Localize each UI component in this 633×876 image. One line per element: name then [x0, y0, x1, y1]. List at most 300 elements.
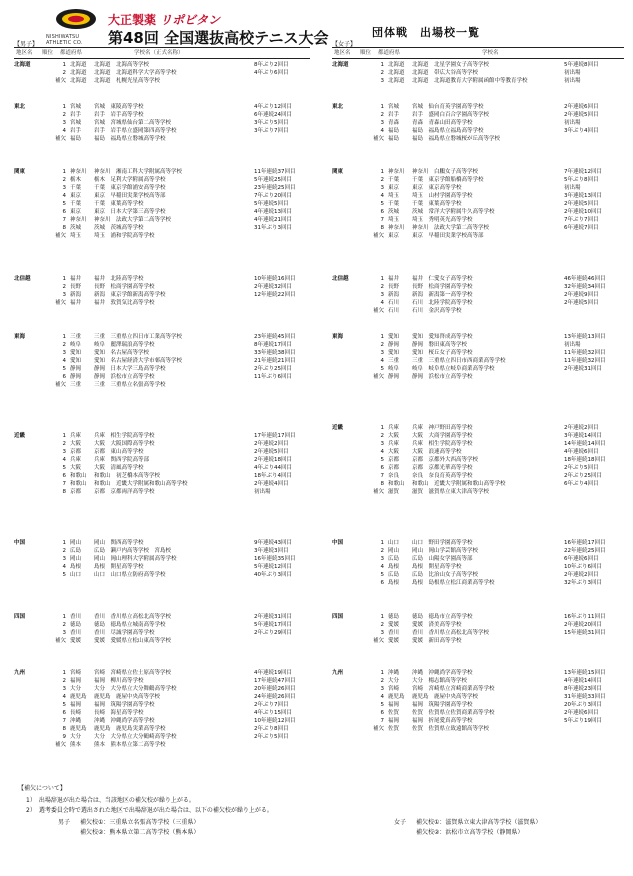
school-row	[332, 725, 632, 733]
appearance-record: 7年ぶり20回目	[254, 193, 292, 199]
school-name: 奈良 奈良育英高等学校	[412, 473, 473, 479]
girls-alt-label: 女子	[394, 819, 407, 826]
prefecture: 北海道	[388, 78, 405, 84]
prefecture: 静岡	[388, 374, 400, 380]
appearance-record: 11年連続32回目	[564, 358, 606, 364]
school-row	[14, 717, 314, 725]
school-row	[332, 448, 632, 456]
appearance-record: 2年ぶり5回目	[254, 734, 289, 740]
appearance-record: 7年連続12回目	[564, 169, 602, 175]
prefecture: 鹿児島	[70, 726, 87, 732]
prefecture: 和歌山	[388, 481, 405, 487]
prefecture: 山口	[70, 572, 82, 578]
prefecture: 大分	[70, 734, 82, 740]
appearance-record: 3年連続3回目	[254, 548, 289, 554]
appearance-record: 3年連続14回目	[564, 433, 602, 439]
prefecture: 兵庫	[70, 433, 82, 439]
order-number: 8	[380, 225, 384, 231]
appearance-record: 5年連続25回目	[254, 177, 292, 183]
order-number: 3	[62, 350, 66, 356]
prefecture: 宮城	[70, 104, 82, 110]
prefecture: 福島	[70, 136, 82, 142]
appearance-record: 40年ぶり3回目	[254, 572, 292, 578]
prefecture: 三重	[388, 358, 400, 364]
school-row	[14, 119, 314, 127]
school-name: 京都 京都外大西高等学校	[412, 457, 479, 463]
school-row	[14, 357, 314, 365]
school-name: 岩手 岩手県立盛岡第四高等学校	[94, 128, 177, 134]
prefecture: 千葉	[70, 201, 82, 207]
appearance-record: 初出場	[254, 489, 271, 495]
school-row	[14, 216, 314, 224]
school-name: 愛知 名古屋経済大学市邨高等学校	[94, 358, 183, 364]
school-row	[14, 69, 314, 77]
school-name: 茨城 常洋大学附属牛久高等学校	[412, 209, 495, 215]
order-number: 6	[62, 374, 66, 380]
prefecture: 神奈川	[388, 225, 405, 231]
order-number: 3	[62, 630, 66, 636]
school-row	[14, 127, 314, 135]
school-row	[14, 232, 314, 240]
prefecture: 三重	[70, 334, 82, 340]
appearance-record: 24年連続26回目	[254, 694, 296, 700]
appearance-record: 18年ぶり4回目	[254, 473, 292, 479]
school-name: 静岡 日本大学三島高等学校	[94, 366, 166, 372]
region-name: 中国	[14, 540, 26, 546]
prefecture: 埼玉	[388, 193, 400, 199]
prefecture: 福井	[70, 276, 82, 282]
order-number: 2	[62, 342, 66, 348]
school-name: 兵庫 関西学院高等部	[94, 457, 150, 463]
school-name: 北海道 北星学園女子高等学校	[412, 62, 490, 68]
prefecture: 静岡	[70, 374, 82, 380]
header-school: 学校名（正式名称）	[134, 50, 184, 56]
prefecture: 愛媛	[388, 638, 400, 644]
school-name: 福井 仁愛女子高等学校	[412, 276, 473, 282]
school-name: 愛媛 済美高等学校	[412, 622, 462, 628]
order-number: 2	[380, 177, 384, 183]
school-name: 千葉 東葉高等学校	[94, 201, 144, 207]
school-row	[332, 349, 632, 357]
school-row	[14, 488, 314, 496]
school-name: 大阪 清風高等学校	[94, 465, 144, 471]
school-name: 福井 敦賀気比高等学校	[94, 300, 155, 306]
order-number: 1	[62, 276, 66, 282]
prefecture: 青森	[388, 120, 400, 126]
school-row	[14, 539, 314, 547]
school-name: 愛知 愛知啓成高等学校	[412, 334, 473, 340]
school-name: 福岡 折尾愛真高等学校	[412, 718, 473, 724]
order-number: 1	[62, 334, 66, 340]
appearance-record: 3年連続13回目	[564, 193, 602, 199]
prefecture: 北海道	[70, 70, 87, 76]
school-row	[14, 192, 314, 200]
region-name: 関東	[14, 169, 26, 175]
appearance-record: 2年ぶり7回目	[254, 702, 289, 708]
school-name: 愛媛 愛媛県立松山東高等学校	[94, 638, 172, 644]
school-row	[332, 432, 632, 440]
school-name: 鹿児島 鹿屋中央高等学校	[412, 694, 479, 700]
school-name: 沖縄 沖縄尚学高等学校	[412, 670, 473, 676]
appearance-record: 2年連続18回目	[254, 457, 292, 463]
order-number: 4	[62, 128, 66, 134]
school-name: 千葉 東葉高等学校	[412, 201, 462, 207]
appearance-record: 33年連続38回目	[254, 350, 296, 356]
school-row	[332, 208, 632, 216]
school-name: 東京 早稲田実業学校高等部	[94, 193, 166, 199]
appearance-record: 2年連続5回目	[564, 112, 599, 118]
prefecture: 福岡	[388, 718, 400, 724]
order-number: 3	[380, 78, 384, 84]
order-number: 1	[62, 104, 66, 110]
region-name: 関東	[332, 169, 344, 175]
prefecture: 岡山	[70, 556, 82, 562]
order-number: 補欠	[372, 489, 384, 495]
prefecture: 徳島	[70, 622, 82, 628]
sponsor-small-text: NISHIWATSU ATHLETIC CO.	[46, 34, 83, 46]
school-row	[14, 77, 314, 85]
school-name: 沖縄 沖縄尚学高等学校	[94, 718, 155, 724]
boys-alt-2: 補欠校②：熊本県立第二高等学校（熊本県）	[80, 829, 200, 836]
appearance-record: 2年連続31回目	[254, 614, 292, 620]
prefecture: 静岡	[388, 342, 400, 348]
order-number: 9	[62, 734, 66, 740]
order-number: 4	[380, 128, 384, 134]
school-name: 神奈川 湘南工科大学附属高等学校	[94, 169, 183, 175]
prefecture: 兵庫	[70, 457, 82, 463]
order-number: 補欠	[372, 136, 384, 142]
prefecture: 神奈川	[70, 217, 87, 223]
prefecture: 福岡	[70, 678, 82, 684]
order-number: 3	[380, 292, 384, 298]
order-number: 3	[380, 120, 384, 126]
appearance-record: 初出場	[564, 342, 581, 348]
appearance-record: 4年連続6回目	[564, 449, 599, 455]
school-name: 佐賀 佐賀県立佐賀商業高等学校	[412, 710, 495, 716]
appearance-record: 5年連続5回目	[254, 201, 289, 207]
appearance-record: 32年連続34回目	[564, 284, 606, 290]
order-number: 8	[62, 225, 66, 231]
prefecture: 愛知	[70, 358, 82, 364]
prefecture: 静岡	[70, 366, 82, 372]
prefecture: 沖縄	[70, 718, 82, 724]
order-number: 4	[380, 694, 384, 700]
order-number: 5	[380, 201, 384, 207]
prefecture: 福岡	[388, 702, 400, 708]
order-number: 2	[62, 284, 66, 290]
region-name: 北海道	[14, 62, 31, 68]
prefecture: 京都	[70, 449, 82, 455]
prefecture: 愛媛	[388, 622, 400, 628]
order-number: 5	[62, 572, 66, 578]
school-row	[332, 61, 632, 69]
school-name: 京都 東山高等学校	[94, 449, 144, 455]
region-name: 東海	[14, 334, 26, 340]
prefecture: 北海道	[70, 62, 87, 68]
school-row	[14, 184, 314, 192]
order-number: 6	[380, 710, 384, 716]
order-number: 補欠	[54, 78, 66, 84]
school-name: 山口 野田学園高等学校	[412, 540, 473, 546]
prefecture: 奈良	[388, 473, 400, 479]
appearance-record: 23年連続45回目	[254, 334, 296, 340]
school-row	[14, 111, 314, 119]
school-name: 香川 香川県立高松北高等学校	[94, 614, 172, 620]
prefecture: 神奈川	[388, 169, 405, 175]
prefecture: 北海道	[388, 70, 405, 76]
school-row	[14, 135, 314, 143]
prefecture: 茨城	[70, 225, 82, 231]
order-number: 3	[62, 185, 66, 191]
school-name: 福岡 筑陽学園高等学校	[94, 702, 155, 708]
school-row	[14, 613, 314, 621]
order-number: 6	[380, 209, 384, 215]
prefecture: 島根	[388, 564, 400, 570]
appearance-record: 5年連続17回目	[254, 622, 292, 628]
order-number: 4	[380, 449, 384, 455]
school-name: 広島 瀬戸内高等学校 宮島校	[94, 548, 172, 554]
order-number: 2	[380, 70, 384, 76]
school-name: 東京 日本大学第三高等学校	[94, 209, 166, 215]
header-pref: 都道府県	[60, 50, 83, 56]
order-number: 補欠	[54, 300, 66, 306]
appearance-record: 6年ぶり4回目	[564, 481, 599, 487]
school-row	[14, 629, 314, 637]
header-region: 地区名	[16, 50, 33, 56]
order-number: 8	[62, 726, 66, 732]
notes-heading: 【補欠について】	[18, 785, 66, 792]
school-name: 福井 北陸高等学校	[94, 276, 144, 282]
prefecture: 香川	[70, 630, 82, 636]
appearance-record: 18年連続18回目	[564, 457, 606, 463]
school-name: 神奈川 法政大学第二高等学校	[412, 225, 490, 231]
prefecture: 神奈川	[70, 169, 87, 175]
region-name: 近畿	[14, 433, 26, 439]
school-row	[332, 563, 632, 571]
prefecture: 熊本	[70, 742, 82, 748]
order-number: 5	[380, 702, 384, 708]
school-row	[14, 725, 314, 733]
prefecture: 大阪	[70, 465, 82, 471]
school-name: 京都 京都光華高等学校	[412, 465, 473, 471]
appearance-record: 20年ぶり3回目	[564, 702, 602, 708]
page-subtitle: 団体戦 出場校一覧	[372, 26, 480, 39]
order-number: 1	[380, 169, 384, 175]
order-number: 7	[380, 473, 384, 479]
order-number: 2	[62, 441, 66, 447]
school-row	[332, 299, 632, 307]
boys-column-header	[14, 47, 310, 59]
order-number: 2	[62, 70, 66, 76]
school-name: 岐阜 麗澤瑞浪高等学校	[94, 342, 155, 348]
sponsor-brand	[108, 11, 220, 28]
order-number: 8	[62, 489, 66, 495]
school-name: 和歌山 近畿大学附属和歌山高等学校	[94, 481, 188, 487]
prefecture: 大阪	[388, 433, 400, 439]
order-number: 2	[380, 342, 384, 348]
school-name: 和歌山 近畿大学附属和歌山高等学校	[412, 481, 506, 487]
order-number: 2	[62, 112, 66, 118]
appearance-record: 初出場	[564, 185, 581, 191]
school-row	[332, 365, 632, 373]
school-name: 宮崎 宮崎県立佐土原高等学校	[94, 670, 172, 676]
prefecture: 岡山	[70, 540, 82, 546]
prefecture: 福井	[388, 276, 400, 282]
prefecture: 岡山	[388, 548, 400, 554]
school-name: 広島 山陽女学園高等部	[412, 556, 473, 562]
prefecture: 鹿児島	[70, 694, 87, 700]
girls-alt-2: 補欠校②：浜松市立高等学校（静岡県）	[416, 829, 524, 836]
school-row	[14, 275, 314, 283]
appearance-record: 2年連続5回目	[254, 449, 289, 455]
region-name: 北信越	[14, 276, 31, 282]
school-row	[332, 555, 632, 563]
order-number: 6	[62, 473, 66, 479]
school-row	[14, 432, 314, 440]
appearance-record: 7年ぶり7回目	[564, 217, 599, 223]
school-row	[14, 440, 314, 448]
school-name: 京都 京都両洋高等学校	[94, 489, 155, 495]
school-name: 静岡 磐田東高等学校	[412, 342, 468, 348]
school-row	[14, 709, 314, 717]
school-row	[332, 224, 632, 232]
school-row	[14, 472, 314, 480]
region-name: 中国	[332, 540, 344, 546]
school-row	[14, 299, 314, 307]
prefecture: 香川	[70, 614, 82, 620]
school-name: 熊本 熊本県立第二高等学校	[94, 742, 166, 748]
prefecture: 岩手	[388, 112, 400, 118]
school-row	[14, 547, 314, 555]
appearance-record: 4年ぶり44回目	[254, 465, 292, 471]
school-name: 愛媛 新田高等学校	[412, 638, 462, 644]
order-number: 4	[62, 193, 66, 199]
school-row	[332, 571, 632, 579]
appearance-record: 10年ぶり6回目	[564, 564, 602, 570]
region-name: 北海道	[332, 62, 349, 68]
girls-alt-1: 補欠校①：滋賀県立東大津高等学校（滋賀県）	[416, 819, 542, 826]
school-row	[332, 440, 632, 448]
note-line-2: 2） 選考委員会時で選出された地区で出場辞退が出た場合は、以下の補欠校が繰り上がる。	[26, 807, 273, 814]
school-row	[332, 275, 632, 283]
appearance-record: 4年連続14回目	[564, 678, 602, 684]
appearance-record: 2年ぶり29回目	[254, 630, 292, 636]
school-row	[14, 464, 314, 472]
school-name: 石川 金沢高等学校	[412, 308, 462, 314]
school-row	[332, 192, 632, 200]
school-row	[14, 176, 314, 184]
appearance-record: 9年連続43回目	[254, 540, 292, 546]
order-number: 3	[380, 686, 384, 692]
header-pref: 都道府県	[378, 50, 401, 56]
school-name: 東京 東京高等学校	[412, 185, 462, 191]
appearance-record: 2年連続31回目	[564, 366, 602, 372]
school-row	[332, 333, 632, 341]
order-number: 2	[62, 548, 66, 554]
school-name: 大阪 浪速高等学校	[412, 449, 462, 455]
appearance-record: 2年連続2回目	[564, 425, 599, 431]
school-row	[332, 709, 632, 717]
school-row	[332, 216, 632, 224]
appearance-record: 6年連続6回目	[564, 556, 599, 562]
school-row	[332, 472, 632, 480]
prefecture: 福島	[388, 136, 400, 142]
appearance-record: 5年ぶり19回目	[564, 718, 602, 724]
order-number: 補欠	[54, 742, 66, 748]
order-number: 7	[62, 718, 66, 724]
order-number: 1	[62, 614, 66, 620]
school-row	[14, 448, 314, 456]
prefecture: 宮崎	[70, 670, 82, 676]
order-number: 1	[380, 334, 384, 340]
school-row	[14, 365, 314, 373]
header-school: 学校名	[482, 50, 499, 56]
order-number: 4	[380, 564, 384, 570]
school-row	[332, 200, 632, 208]
prefecture: 佐賀	[388, 726, 400, 732]
school-name: 愛知 桜丘女子高等学校	[412, 350, 473, 356]
appearance-record: 8年ぶり2回目	[254, 62, 289, 68]
school-name: 三重 三重県立四日市工業高等学校	[94, 334, 183, 340]
region-name: 四国	[14, 614, 26, 620]
appearance-record: 4年連続21回目	[254, 217, 292, 223]
school-row	[14, 563, 314, 571]
school-name: 長崎 海星高等学校	[94, 710, 144, 716]
prefecture: 東京	[388, 233, 400, 239]
appearance-record: 13年連続15回目	[564, 670, 606, 676]
school-name: 長野 松商学園高等学校	[94, 284, 155, 290]
school-row	[332, 488, 632, 496]
girls-label: 【女子】	[332, 41, 357, 48]
order-number: 1	[380, 670, 384, 676]
appearance-record: 22年連続25回目	[564, 548, 606, 554]
school-name: 佐賀 佐賀県立致遠館高等学校	[412, 726, 490, 732]
sponsor-product: リポビタン	[160, 13, 221, 27]
prefecture: 広島	[388, 572, 400, 578]
prefecture: 宮城	[388, 104, 400, 110]
appearance-record: 10年連続16回目	[254, 276, 296, 282]
region-name: 近畿	[332, 425, 344, 431]
appearance-record: 2年連続4回目	[254, 481, 289, 487]
appearance-record: 3年ぶり5回目	[254, 120, 289, 126]
page-title: 第48回 全国選抜高校テニス大会	[108, 29, 329, 47]
school-name: 三重 三重県立名張高等学校	[94, 382, 166, 388]
school-row	[332, 119, 632, 127]
school-name: 香川 尽誠学園高等学校	[94, 630, 155, 636]
school-name: 兵庫 神戸野田高等学校	[412, 425, 473, 431]
school-name: 福島 福島県立磐城桜が丘高等学校	[412, 136, 501, 142]
prefecture: 沖縄	[388, 670, 400, 676]
school-row	[14, 168, 314, 176]
order-number: 5	[62, 465, 66, 471]
school-row	[332, 669, 632, 677]
region-name: 四国	[332, 614, 344, 620]
school-row	[14, 571, 314, 579]
order-number: 3	[62, 292, 66, 298]
prefecture: 大分	[388, 678, 400, 684]
school-name: 香川 香川県立高松北高等学校	[412, 630, 490, 636]
region-name: 北信越	[332, 276, 349, 282]
order-number: 補欠	[372, 638, 384, 644]
order-number: 1	[380, 104, 384, 110]
school-row	[14, 283, 314, 291]
school-name: 埼玉 山村学園高等学校	[412, 193, 473, 199]
prefecture: 愛媛	[70, 638, 82, 644]
appearance-record: 初出場	[564, 120, 581, 126]
appearance-record: 17年連続47回目	[254, 678, 296, 684]
school-name: 千葉 東京学館浦安高等学校	[94, 185, 166, 191]
order-number: 1	[62, 433, 66, 439]
